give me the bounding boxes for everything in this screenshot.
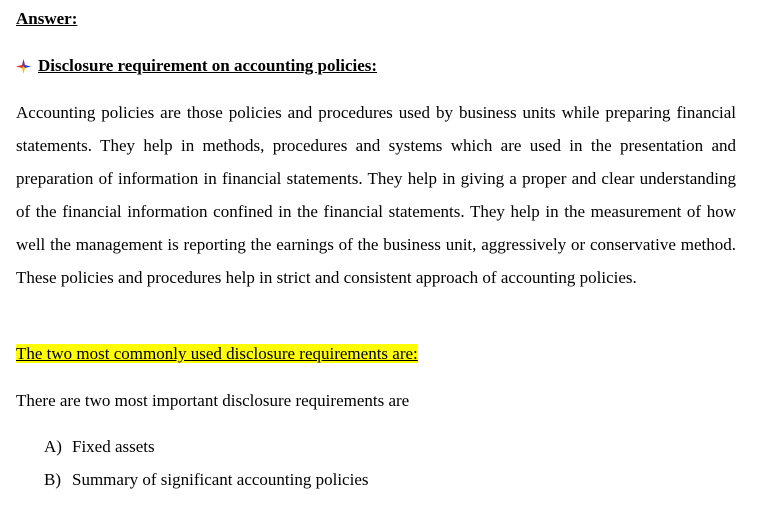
requirements-list <box>44 436 369 502</box>
list-item-marker: A) <box>44 437 62 456</box>
section-heading-text: Disclosure requirement on accounting policies: <box>38 56 378 75</box>
list-item-text: Summary of significant accounting policies <box>72 470 369 489</box>
list-item <box>44 469 369 502</box>
list-item-marker: B) <box>44 470 61 489</box>
list-item <box>44 436 369 469</box>
list-item-text: Fixed assets <box>72 437 155 456</box>
four-point-star-bullet-icon <box>16 59 31 74</box>
highlighted-heading <box>16 343 418 365</box>
section-heading <box>16 56 377 76</box>
highlighted-heading-text: The two most commonly used disclosure requirements are: <box>16 344 418 363</box>
intro-line: There are two most important disclosure requirements are <box>16 391 410 410</box>
answer-label: Answer: <box>16 9 78 28</box>
accounting-policies-paragraph: Accounting policies are those policies and procedures used by business units while preparing financial statements. They help in methods, procedures and systems which are used in the presentation and preparation of information in financial statements. They help in giving a proper and clear understanding of the financial information confined in the financial statements. They help in the measurement of how well the management is reporting the earnings of the business unit, aggressively or conservative method. These policies and procedures help in strict and consistent approach of accounting policies. <box>16 103 736 287</box>
